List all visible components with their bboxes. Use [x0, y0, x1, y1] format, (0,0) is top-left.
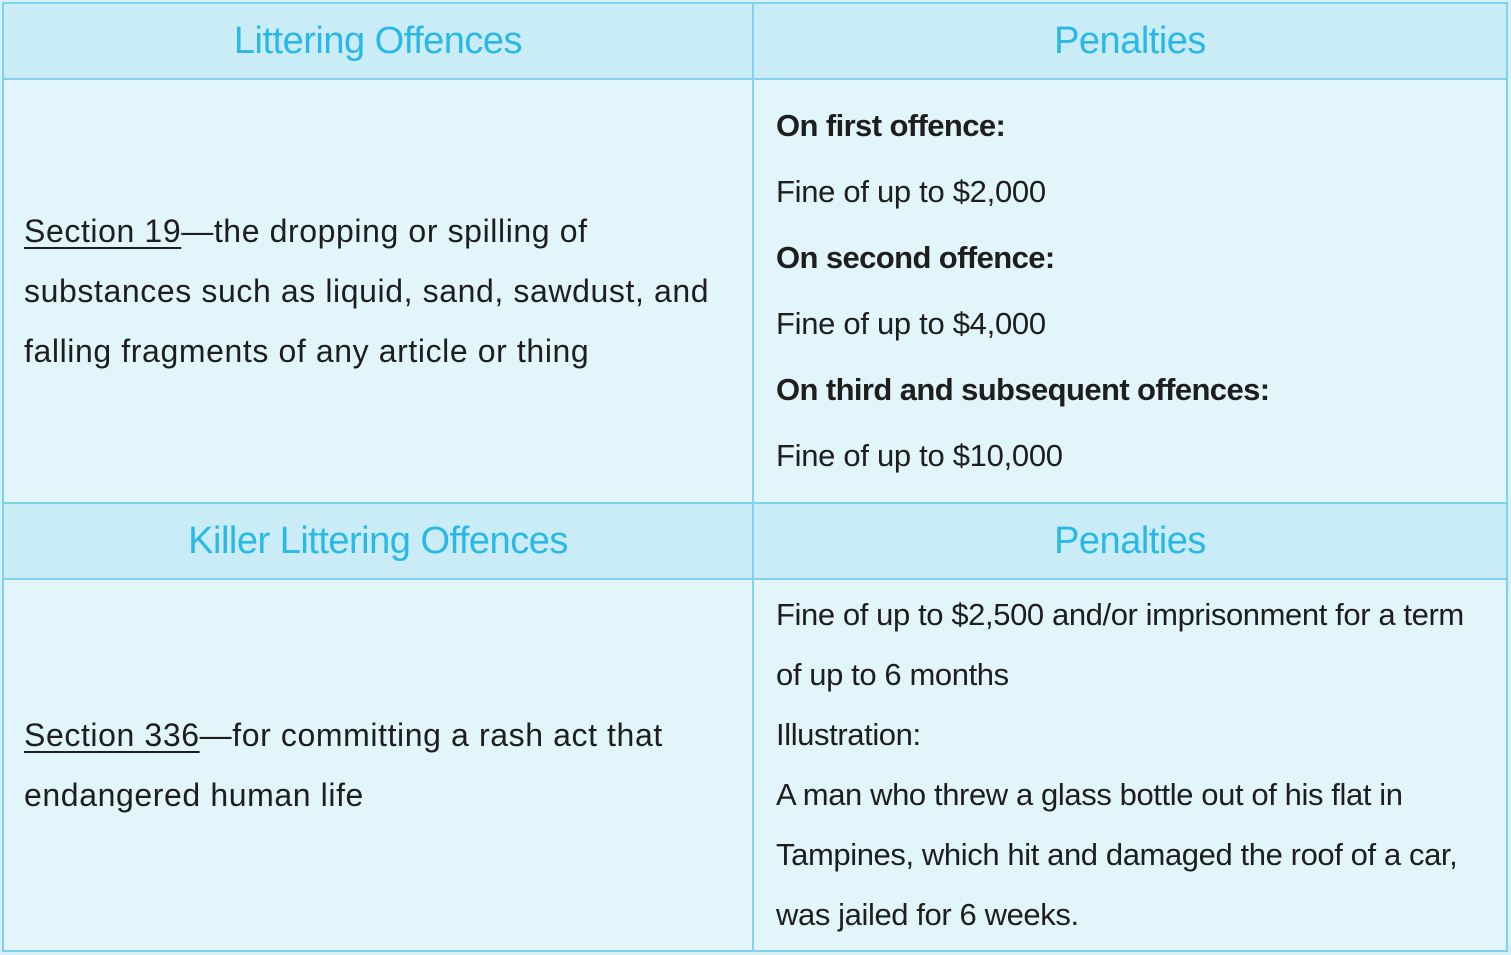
- third-offence-label: On third and subsequent offences:: [776, 372, 1270, 407]
- third-offence-fine: Fine of up to $10,000: [776, 438, 1063, 473]
- littering-offence-cell: [3, 79, 753, 503]
- section-336-text: —for committing a rash act that endangered human life: [24, 717, 663, 813]
- illustration-label: Illustration:: [776, 717, 921, 752]
- killer-littering-penalties-cell: [753, 579, 1507, 951]
- second-offence-fine: Fine of up to $4,000: [776, 306, 1046, 341]
- littering-offences-header: Littering Offences: [3, 3, 753, 79]
- killer-littering-offences-header: Killer Littering Offences: [3, 503, 753, 579]
- first-offence-fine: Fine of up to $2,000: [776, 174, 1046, 209]
- second-offence-label: On second offence:: [776, 240, 1055, 275]
- killer-littering-fine: Fine of up to $2,500 and/or imprisonment for a term of up to 6 months: [776, 597, 1464, 692]
- illustration-text: A man who threw a glass bottle out of his flat in Tampines, which hit and damaged the roof of a car, was jailed for 6 weeks.: [776, 777, 1458, 932]
- killer-littering-row: [3, 579, 1507, 951]
- killer-littering-header-row: [3, 503, 1507, 579]
- littering-header-row: [3, 3, 1507, 79]
- section-19-ref: Section 19: [24, 213, 182, 249]
- section-19-description: [24, 201, 734, 381]
- offences-penalties-table: [2, 2, 1508, 952]
- littering-row: [3, 79, 1507, 503]
- killer-littering-offence-cell: [3, 579, 753, 951]
- section-336-ref: Section 336: [24, 717, 200, 753]
- killer-littering-penalties-header: Penalties: [753, 503, 1507, 579]
- littering-penalties-cell: [753, 79, 1507, 503]
- first-offence-label: On first offence:: [776, 108, 1006, 143]
- littering-penalties-header: Penalties: [753, 3, 1507, 79]
- section-336-description: [24, 705, 734, 825]
- section-19-text: —the dropping or spilling of substances such as liquid, sand, sawdust, and falling fragments of any article or thing: [24, 213, 710, 369]
